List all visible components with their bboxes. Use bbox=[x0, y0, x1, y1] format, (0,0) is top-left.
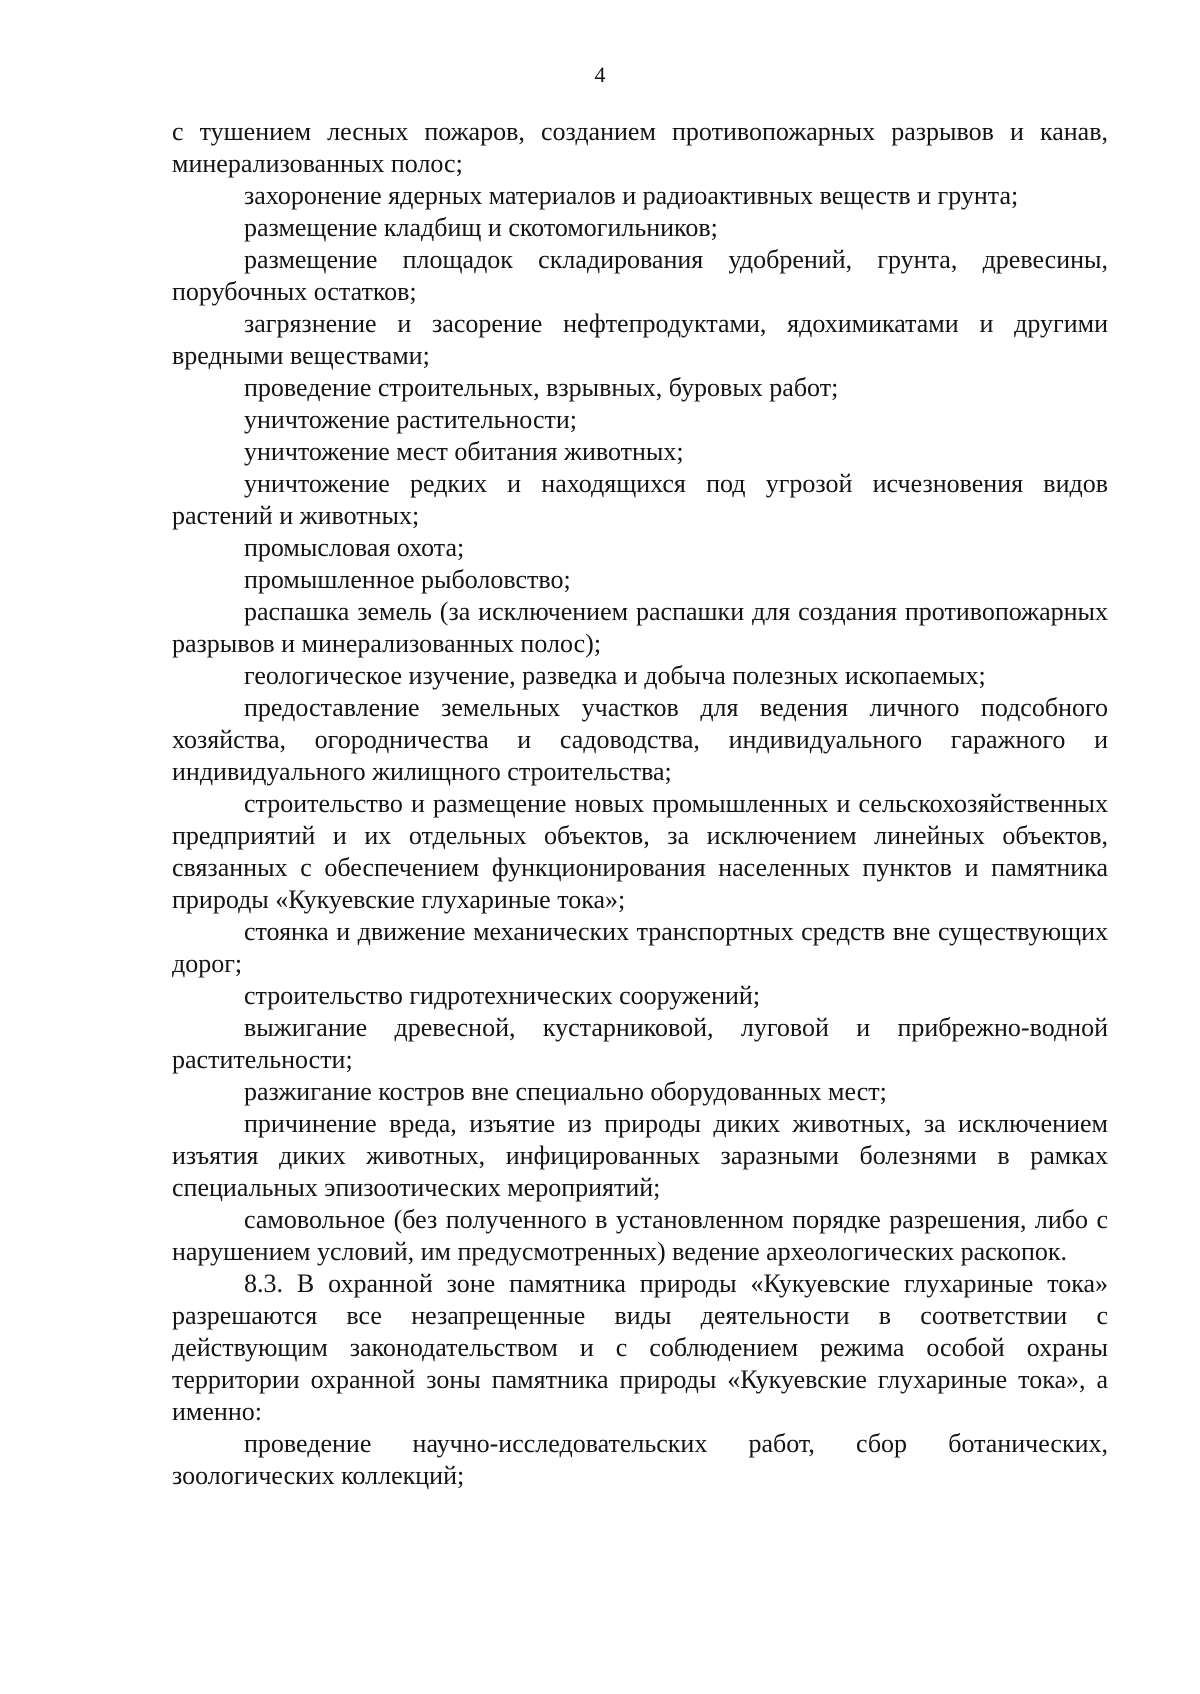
list-item: причинение вреда, изъятие из природы диких животных, за исключением изъятия диких животных, инфицированных заразными болезнями в рамках специальных эпизоотических мероприятий; bbox=[172, 1109, 1108, 1202]
list-item: предоставление земельных участков для ведения личного подсобного хозяйства, огородничества и садоводства, индивидуального гаражного и индивидуального жилищного строительства; bbox=[172, 693, 1108, 786]
section-paragraph: 8.3. В охранной зоне памятника природы «Кукуевские глухариные тока» разрешаются все незапрещенные виды деятельности в соответствии с действующим законодательством и с соблюдением режима особой охраны территории охранной зоны памятника природы «Кукуевские глухариные тока», а именно: bbox=[172, 1269, 1108, 1426]
list-item: самовольное (без полученного в установленном порядке разрешения, либо с нарушением условий, им предусмотренных) ведение археологических раскопок. bbox=[172, 1205, 1108, 1266]
list-item: размещение кладбищ и скотомогильников; bbox=[244, 213, 718, 242]
list-item: проведение строительных, взрывных, буровых работ; bbox=[244, 373, 839, 402]
list-item: уничтожение растительности; bbox=[244, 405, 577, 434]
list-item: загрязнение и засорение нефтепродуктами, ядохимикатами и другими вредными веществами; bbox=[172, 309, 1108, 370]
list-item: размещение площадок складирования удобрений, грунта, древесины, порубочных остатков; bbox=[172, 245, 1108, 306]
list-item: строительство гидротехнических сооружений; bbox=[244, 981, 761, 1010]
document-body bbox=[172, 116, 1108, 1492]
page-number: 4 bbox=[594, 62, 606, 87]
list-item: уничтожение мест обитания животных; bbox=[244, 437, 684, 466]
paragraph-continuation: с тушением лесных пожаров, созданием противопожарных разрывов и канав, минерализованных полос; bbox=[172, 117, 1108, 178]
list-item: захоронение ядерных материалов и радиоактивных веществ и грунта; bbox=[244, 181, 1019, 210]
list-item: строительство и размещение новых промышленных и сельскохозяйственных предприятий и их отдельных объектов, за исключением линейных объектов, связанных с обеспечением функционирования населенных пунктов и памятника природы «Кукуевские глухариные тока»; bbox=[172, 789, 1108, 914]
list-item: геологическое изучение, разведка и добыча полезных ископаемых; bbox=[244, 661, 986, 690]
list-item: выжигание древесной, кустарниковой, луговой и прибрежно-водной растительности; bbox=[172, 1013, 1108, 1074]
list-item: промысловая охота; bbox=[244, 533, 465, 562]
list-item: распашка земель (за исключением распашки для создания противопожарных разрывов и минерализованных полос); bbox=[172, 597, 1108, 658]
list-item: разжигание костров вне специально оборудованных мест; bbox=[244, 1077, 887, 1106]
list-item: проведение научно-исследовательских работ, сбор ботанических, зоологических коллекций; bbox=[172, 1429, 1108, 1490]
list-item: промышленное рыболовство; bbox=[244, 565, 571, 594]
list-item: стоянка и движение механических транспортных средств вне существующих дорог; bbox=[172, 917, 1108, 978]
list-item: уничтожение редких и находящихся под угрозой исчезновения видов растений и животных; bbox=[172, 469, 1108, 530]
